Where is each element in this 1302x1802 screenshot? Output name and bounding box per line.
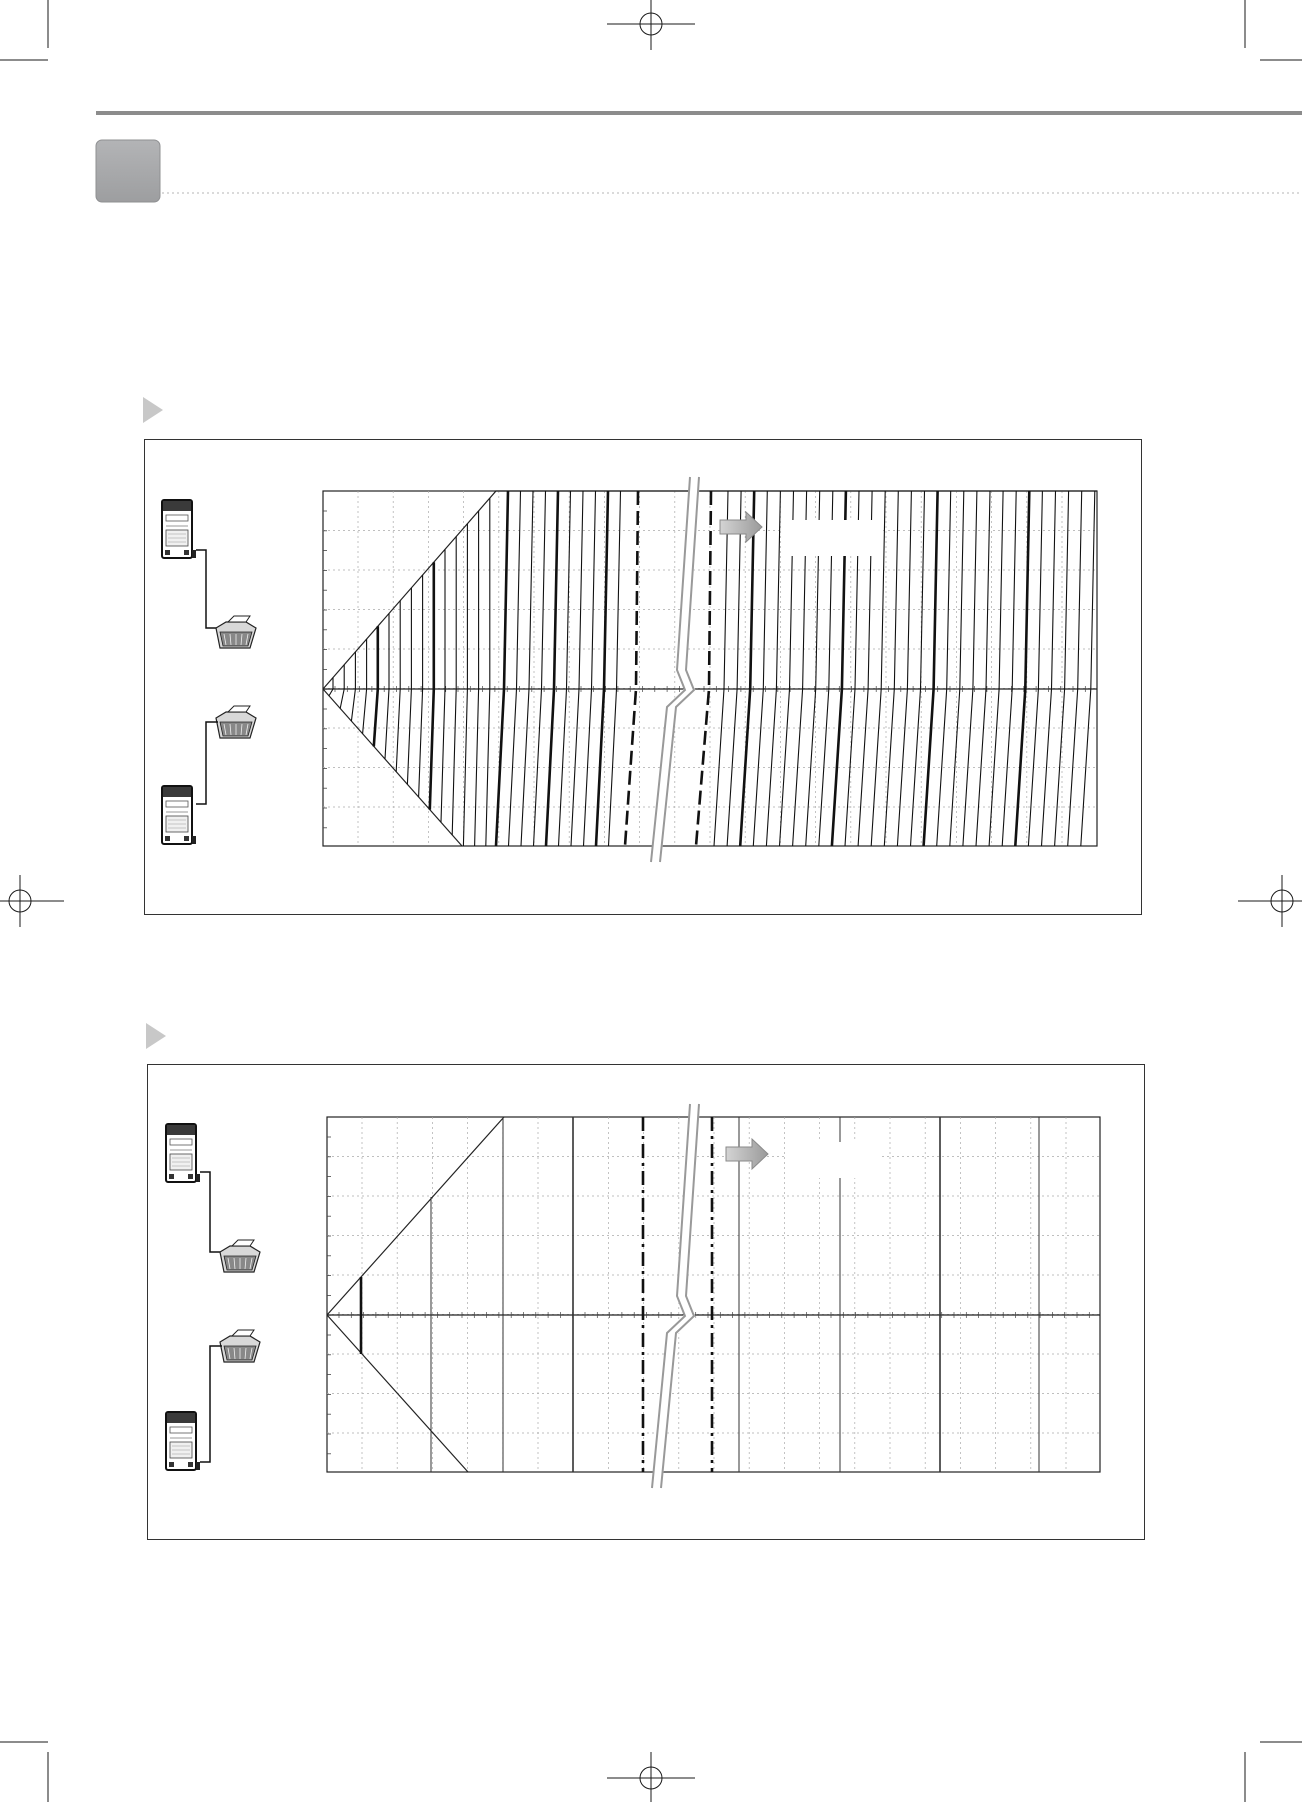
outdoor-unit-icon: [166, 1412, 200, 1470]
pipe-line: [419, 575, 423, 797]
section-badge: [96, 140, 160, 202]
pipe-line: [989, 491, 1003, 846]
registration-mark-top: [607, 0, 695, 50]
outdoor-unit-icon: [162, 786, 196, 844]
outdoor-unit-icon: [162, 500, 196, 558]
chart-1: [323, 477, 1097, 862]
pipe-line: [571, 491, 583, 846]
chart-2: [327, 1104, 1100, 1488]
axis-break-mask: [656, 477, 695, 862]
pipe-line: [1028, 491, 1042, 846]
pipe-line: [884, 491, 898, 846]
pipe-line: [509, 491, 521, 846]
pipe-line: [486, 498, 490, 846]
pipe-line: [559, 491, 571, 846]
pipe-line: [463, 524, 467, 846]
pipe-line: [351, 652, 355, 721]
diagram-panel-2: [148, 1065, 1145, 1540]
pipe-line: [950, 491, 964, 846]
pipe-line: [1015, 491, 1029, 846]
cassette-indoor-unit-icon: [216, 706, 256, 738]
system-schematic-1: [162, 500, 256, 844]
pipe-line: [696, 491, 711, 846]
pipe-line: [1068, 491, 1082, 846]
pipe-line: [1002, 491, 1016, 846]
pipe-line: [363, 639, 367, 734]
header-rule: [96, 111, 1302, 115]
pipe-line: [740, 491, 754, 846]
pipe-line: [976, 491, 990, 846]
pipe-line: [1055, 491, 1069, 846]
pipe-line: [407, 588, 411, 785]
registration-mark-bottom: [607, 1752, 695, 1802]
registration-mark-right: [1238, 875, 1302, 927]
right-arrow-icon: [726, 1139, 768, 1169]
pipe-line: [475, 511, 479, 846]
pipe-line: [534, 491, 546, 846]
pipe-line: [753, 491, 767, 846]
cassette-indoor-unit-icon: [220, 1330, 260, 1362]
pipe-line: [496, 491, 508, 846]
pipe-line: [430, 562, 434, 809]
pipe-line: [897, 491, 911, 846]
pipe-line: [385, 613, 389, 759]
pipe-line: [625, 491, 638, 846]
system-schematic-2: [166, 1124, 260, 1470]
pipe-line: [521, 491, 533, 846]
triangle-arrow-icon: [146, 1023, 166, 1049]
pipe-line: [766, 491, 780, 846]
pipe-line: [584, 491, 596, 846]
diagram-panel-1: [145, 440, 1142, 915]
arrow-label-area: [782, 520, 882, 556]
pipe-line: [727, 491, 741, 846]
upper-envelope: [327, 1117, 504, 1315]
triangle-arrow-icon: [143, 397, 163, 423]
pipe-line: [911, 491, 925, 846]
pipe-line: [937, 491, 951, 846]
pipe-line: [374, 626, 378, 746]
pipe-line: [452, 537, 456, 835]
pipe-line: [609, 491, 621, 846]
pipe-line: [924, 491, 938, 846]
chart-frame: [327, 1117, 1100, 1472]
pipe-line: [963, 491, 977, 846]
pipe-line: [596, 491, 608, 846]
cassette-indoor-unit-icon: [220, 1240, 260, 1272]
pipe-line: [441, 549, 445, 822]
outdoor-unit-icon: [166, 1124, 200, 1182]
pipe-line: [340, 665, 344, 709]
registration-mark-left: [0, 875, 64, 927]
pipe-line: [714, 491, 728, 846]
cassette-indoor-unit-icon: [216, 616, 256, 648]
pipe-line: [1081, 491, 1095, 846]
arrow-label-area: [786, 1142, 882, 1178]
pipe-line: [546, 491, 558, 846]
pipe-line: [1042, 491, 1056, 846]
